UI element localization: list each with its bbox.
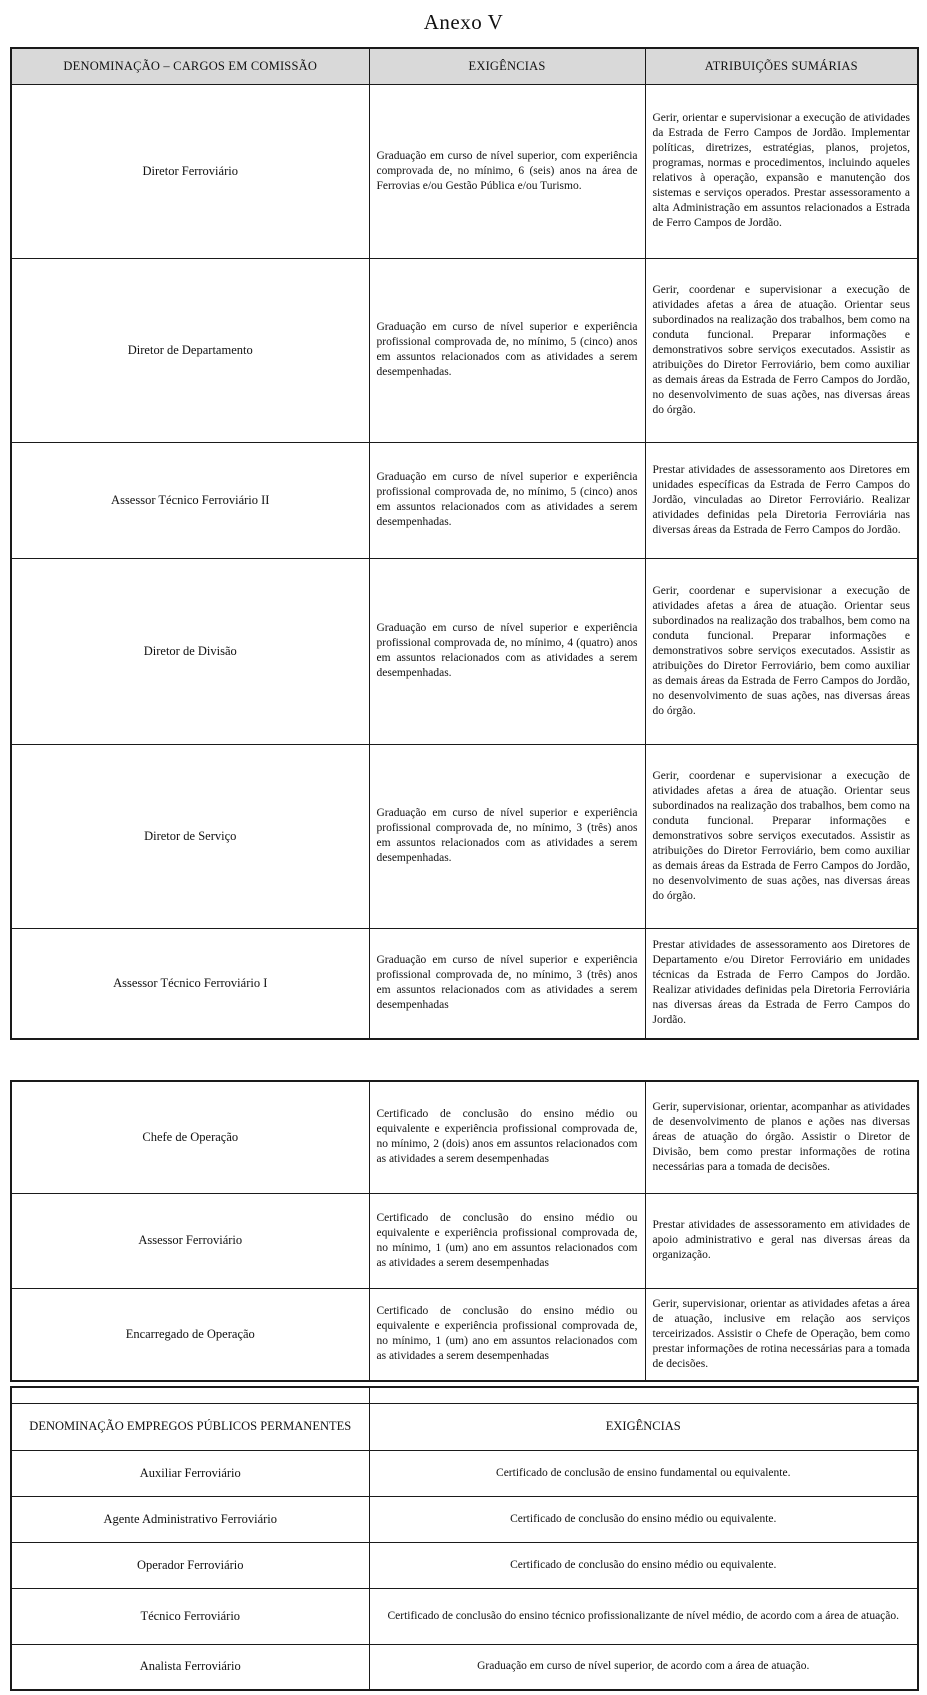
requirements-cell: Graduação em curso de nível superior, com experiência comprovada de, no mínimo, 6 (seis) anos na área de Ferrovias e/ou Gestão Pública e/ou Turismo. — [369, 84, 645, 258]
requirements-cell: Certificado de conclusão do ensino médio ou equivalente e experiência profissional comprovada de, no mínimo, 1 (um) ano em assuntos relacionados com as atividades a serem desempenhadas — [369, 1288, 645, 1381]
table-row — [11, 1450, 918, 1496]
requirements-cell: Certificado de conclusão de ensino fundamental ou equivalente. — [369, 1450, 918, 1496]
table-row — [11, 1193, 918, 1288]
duties-cell: Prestar atividades de assessoramento aos Diretores em unidades específicas da Estrada de Ferro Campos do Jordão, vinculadas ao Diretor Ferroviário. Realizar atividades definidas pela Diretoria Ferroviária nas diversas áreas da Estrada de Ferro Campos do Jordão. — [645, 442, 918, 558]
job-title-cell: Auxiliar Ferroviário — [11, 1450, 369, 1496]
requirements-cell: Graduação em curso de nível superior e experiência profissional comprovada de, no mínimo, 3 (três) anos em assuntos relacionados com as atividades a serem desempenhadas — [369, 928, 645, 1039]
table-row — [11, 928, 918, 1039]
table-row — [11, 744, 918, 928]
job-title-cell: Encarregado de Operação — [11, 1288, 369, 1381]
table-row — [11, 1288, 918, 1381]
requirements-cell: Graduação em curso de nível superior e experiência profissional comprovada de, no mínimo, 5 (cinco) anos em assuntos relacionados com as atividades a serem desempenhadas. — [369, 258, 645, 442]
duties-cell: Gerir, coordenar e supervisionar a execução de atividades afetas a área de atuação. Orientar seus subordinados na realização dos trabalhos, bem como na conduta funcional. Preparar informações e demonstrativos sobre serviços executados. Assistir as atribuições do Diretor Ferroviário, bem como auxiliar as demais áreas da Estrada de Ferro Campos do Jordão, no desenvolvimento de suas ações, nas diversas áreas do órgão. — [645, 558, 918, 744]
requirements-cell: Graduação em curso de nível superior e experiência profissional comprovada de, no mínimo, 5 (cinco) anos em assuntos relacionados com as atividades a serem desempenhadas. — [369, 442, 645, 558]
job-title-cell: Diretor Ferroviário — [11, 84, 369, 258]
duties-cell: Gerir, coordenar e supervisionar a execução de atividades afetas a área de atuação. Orientar seus subordinados na realização dos trabalhos, bem como na conduta funcional. Preparar informações e demonstrativos sobre serviços executados. Assistir as atribuições do Diretor Ferroviário, bem como auxiliar as demais áreas da Estrada de Ferro Campos do Jordão, no desenvolvimento de suas ações, nas diversas áreas do órgão. — [645, 744, 918, 928]
column-header-denominacao-comissao: DENOMINAÇÃO – CARGOS EM COMISSÃO — [11, 48, 369, 84]
table-row — [11, 558, 918, 744]
column-header-exigencias: EXIGÊNCIAS — [369, 1403, 918, 1450]
page-title: Anexo V — [423, 10, 504, 34]
duties-cell: Gerir, coordenar e supervisionar a execução de atividades afetas a área de atuação. Orientar seus subordinados na realização dos trabalhos, bem como na conduta funcional. Preparar informações e demonstrativos sobre serviços executados. Assistir as atribuições do Diretor Ferroviário, bem como auxiliar as demais áreas da Estrada de Ferro Campos do Jordão, no desenvolvimento de suas ações, nas diversas áreas do órgão. — [645, 258, 918, 442]
spacer-row — [11, 1387, 918, 1403]
table-gap — [10, 1040, 917, 1080]
job-title-cell: Analista Ferroviário — [11, 1644, 369, 1690]
table-empregos-permanentes — [10, 1386, 919, 1691]
table-operacao — [10, 1080, 919, 1382]
empty-cell — [369, 1387, 918, 1403]
job-title-cell: Chefe de Operação — [11, 1081, 369, 1193]
job-title-cell: Diretor de Serviço — [11, 744, 369, 928]
table-cargos-comissao — [10, 47, 919, 1040]
table-row — [11, 442, 918, 558]
duties-cell: Gerir, orientar e supervisionar a execução de atividades da Estrada de Ferro Campos de Jordão. Implementar políticas, diretrizes, estratégias, planos, projetos, programas, normas e procedimentos, incluindo aqueles relativos à operação, expansão e manutenção dos sistemas e serviços operados. Prestar assessoramento a alta Administração em assuntos relacionados a Estrada de Ferro Campos de Jordão. — [645, 84, 918, 258]
table-row — [11, 258, 918, 442]
job-title-cell: Assessor Técnico Ferroviário II — [11, 442, 369, 558]
requirements-cell: Certificado de conclusão do ensino médio ou equivalente. — [369, 1496, 918, 1542]
duties-cell: Prestar atividades de assessoramento aos Diretores de Departamento e/ou Diretor Ferroviário em unidades técnicas da Estrada de Ferro Campos do Jordão. Realizar atividades definidas pela Diretoria Ferroviária nas diversas áreas da Estrada de Ferro Campos do Jordão. — [645, 928, 918, 1039]
table-header-row — [11, 48, 918, 84]
job-title-cell: Assessor Técnico Ferroviário I — [11, 928, 369, 1039]
table-row — [11, 1588, 918, 1644]
job-title-cell: Diretor de Departamento — [11, 258, 369, 442]
duties-cell: Gerir, supervisionar, orientar, acompanhar as atividades de desenvolvimento de planos e ações nas diversas áreas de atuação do órgão. Assistir o Diretor de Divisão, bem como prestar informações de rotina necessárias para a tomada de decisões. — [645, 1081, 918, 1193]
requirements-cell: Graduação em curso de nível superior e experiência profissional comprovada de, no mínimo, 3 (três) anos em assuntos relacionados com as atividades a serem desempenhadas. — [369, 744, 645, 928]
empty-cell — [11, 1387, 369, 1403]
table-header-row — [11, 1403, 918, 1450]
requirements-cell: Certificado de conclusão do ensino técnico profissionalizante de nível médio, de acordo com a área de atuação. — [369, 1588, 918, 1644]
requirements-cell: Graduação em curso de nível superior, de acordo com a área de atuação. — [369, 1644, 918, 1690]
requirements-cell: Certificado de conclusão do ensino médio ou equivalente. — [369, 1542, 918, 1588]
table-row — [11, 1542, 918, 1588]
requirements-cell: Certificado de conclusão do ensino médio ou equivalente e experiência profissional comprovada de, no mínimo, 1 (um) ano em assuntos relacionados com as atividades a serem desempenhadas — [369, 1193, 645, 1288]
column-header-denominacao-permanentes: DENOMINAÇÃO EMPREGOS PÚBLICOS PERMANENTES — [11, 1403, 369, 1450]
duties-cell: Prestar atividades de assessoramento em atividades de apoio administrativo e geral nas diversas áreas da organização. — [645, 1193, 918, 1288]
job-title-cell: Diretor de Divisão — [11, 558, 369, 744]
job-title-cell: Agente Administrativo Ferroviário — [11, 1496, 369, 1542]
table-row — [11, 1496, 918, 1542]
column-header-atribuicoes: ATRIBUIÇÕES SUMÁRIAS — [645, 48, 918, 84]
column-header-exigencias: EXIGÊNCIAS — [369, 48, 645, 84]
table-row — [11, 84, 918, 258]
requirements-cell: Graduação em curso de nível superior e experiência profissional comprovada de, no mínimo, 4 (quatro) anos em assuntos relacionados com as atividades a serem desempenhadas. — [369, 558, 645, 744]
table-row — [11, 1081, 918, 1193]
requirements-cell: Certificado de conclusão do ensino médio ou equivalente e experiência profissional comprovada de, no mínimo, 2 (dois) anos em assuntos relacionados com as atividades a serem desempenhadas — [369, 1081, 645, 1193]
table-row — [11, 1644, 918, 1690]
job-title-cell: Técnico Ferroviário — [11, 1588, 369, 1644]
job-title-cell: Operador Ferroviário — [11, 1542, 369, 1588]
duties-cell: Gerir, supervisionar, orientar as atividades afetas a área de atuação, inclusive em relação aos serviços terceirizados. Assistir o Chefe de Operação, bem como prestar informações de rotina necessárias para a tomada de decisões. — [645, 1288, 918, 1381]
job-title-cell: Assessor Ferroviário — [11, 1193, 369, 1288]
